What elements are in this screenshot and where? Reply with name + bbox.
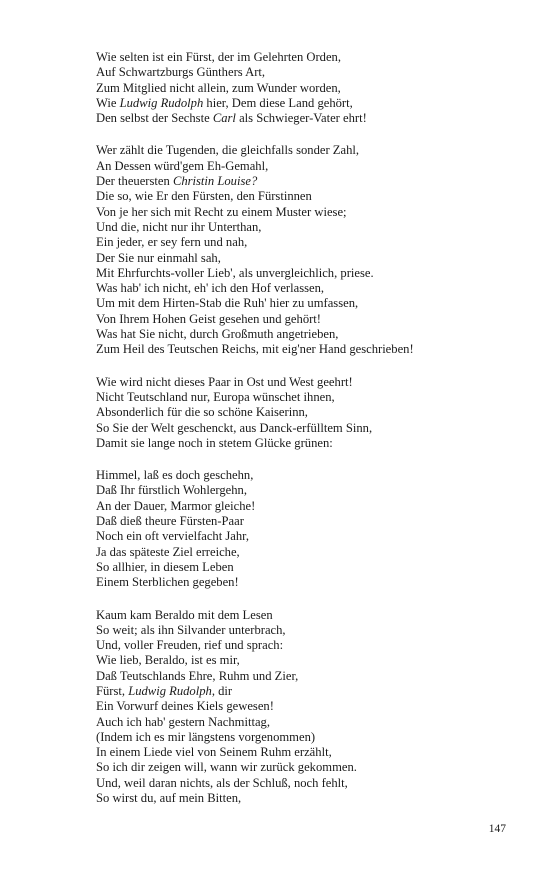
line-segment: Die so, wie Er den Fürsten, den Fürstinnen	[96, 189, 312, 204]
poem-line	[96, 81, 516, 96]
line-segment: Damit sie lange noch in stetem Glücke grünen:	[96, 435, 333, 450]
poem-line	[96, 684, 516, 699]
line-segment: An Dessen würd'gem Eh-Gemahl,	[96, 158, 269, 173]
poem-line	[96, 375, 516, 390]
line-segment: Noch ein oft vervielfacht Jahr,	[96, 529, 250, 544]
line-segment: So Sie der Welt geschenckt, aus Danck-erfülltem Sinn,	[96, 420, 373, 435]
poem-line	[96, 669, 516, 684]
line-segment: Daß Ihr fürstlich Wohlergehn,	[96, 483, 248, 498]
poem-line	[96, 65, 516, 80]
poem-line	[96, 483, 516, 498]
line-segment: Ein Vorwurf deines Kiels gewesen!	[96, 699, 274, 714]
line-segment: Wie	[96, 95, 120, 110]
line-segment: Auch ich hab' gestern Nachmittag,	[96, 714, 270, 729]
poem-line	[96, 342, 516, 357]
stanza	[96, 468, 516, 590]
line-segment: Mit Ehrfurchts-voller Lieb', als unvergleichlich, priese.	[96, 265, 374, 280]
poem-line	[96, 776, 516, 791]
line-segment: Einem Sterblichen gegeben!	[96, 575, 239, 590]
line-segment: Zum Mitglied nicht allein, zum Wunder worden,	[96, 80, 341, 95]
line-segment: So wirst du, auf mein Bitten,	[96, 791, 242, 806]
poem-line	[96, 638, 516, 653]
line-segment: Von je her sich mit Recht zu einem Muster wiese;	[96, 204, 347, 219]
poem-line	[96, 499, 516, 514]
poem-line	[96, 730, 516, 745]
poem-line	[96, 608, 516, 623]
poem-line	[96, 327, 516, 342]
italic-name: Ludwig Rudolph	[119, 95, 204, 110]
stanza	[96, 608, 516, 807]
poem-line	[96, 111, 516, 126]
line-segment: An der Dauer, Marmor gleiche!	[96, 498, 256, 513]
line-segment: Ja das späteste Ziel erreiche,	[96, 544, 240, 559]
poem-line	[96, 96, 516, 111]
italic-name: Carl	[212, 111, 236, 126]
line-segment: (Indem ich es mir längstens vorgenommen)	[96, 729, 316, 744]
poem-line	[96, 436, 516, 451]
line-segment: Und, voller Freuden, rief und sprach:	[96, 638, 284, 653]
italic-name: Christin Louise?	[172, 174, 258, 189]
poem-line	[96, 405, 516, 420]
line-segment: Daß dieß theure Fürsten-Paar	[96, 514, 244, 529]
line-segment: Von Ihrem Hohen Geist gesehen und gehört!	[96, 311, 322, 326]
poem-line	[96, 514, 516, 529]
poem-line	[96, 312, 516, 327]
poem-line	[96, 560, 516, 575]
poem-line	[96, 251, 516, 266]
line-segment: Nicht Teutschland nur, Europa wünschet ihnen,	[96, 389, 335, 404]
poem-line	[96, 174, 516, 189]
line-segment: So weit; als ihn Silvander unterbrach,	[96, 622, 286, 637]
line-segment: Was hab' ich nicht, eh' ich den Hof verlassen,	[96, 281, 325, 296]
line-segment: In einem Liede viel von Seinem Ruhm erzählt,	[96, 745, 332, 760]
line-segment: Der theuersten	[96, 174, 173, 189]
poem-line	[96, 296, 516, 311]
line-segment: Und die, nicht nur ihr Unterthan,	[96, 219, 262, 234]
poem-line	[96, 421, 516, 436]
line-segment: Wie selten ist ein Fürst, der im Gelehrten Orden,	[96, 50, 342, 64]
poem-line	[96, 143, 516, 158]
line-segment: Ein jeder, er sey fern und nah,	[96, 235, 248, 250]
poem-line	[96, 189, 516, 204]
poem-line	[96, 575, 516, 590]
line-segment: als Schwieger-Vater ehrt!	[235, 111, 367, 126]
poem-line	[96, 545, 516, 560]
line-segment: , dir	[211, 683, 233, 698]
line-segment: So ich dir zeigen will, wann wir zurück gekommen.	[96, 760, 357, 775]
line-segment: Der Sie nur einmahl sah,	[96, 250, 221, 265]
line-segment: Um mit dem Hirten-Stab die Ruh' hier zu umfassen,	[96, 296, 359, 311]
stanza	[96, 375, 516, 451]
line-segment: Wie lieb, Beraldo, ist es mir,	[96, 653, 240, 668]
poem-line	[96, 281, 516, 296]
line-segment: Daß Teutschlands Ehre, Ruhm und Zier,	[96, 668, 299, 683]
poem-line	[96, 623, 516, 638]
page-number: 147	[488, 823, 506, 835]
line-segment: Den selbst der Sechste	[96, 111, 213, 126]
line-segment: Und, weil daran nichts, als der Schluß, noch fehlt,	[96, 775, 348, 790]
poem-line	[96, 715, 516, 730]
line-segment: Fürst,	[96, 683, 129, 698]
line-segment: So allhier, in diesem Leben	[96, 559, 234, 574]
poem-line	[96, 653, 516, 668]
poem-line	[96, 529, 516, 544]
poem-line	[96, 220, 516, 235]
line-segment: Auf Schwartzburgs Günthers Art,	[96, 65, 266, 80]
line-segment: Zum Heil des Teutschen Reichs, mit eig'ner Hand geschrieben!	[96, 342, 414, 357]
line-segment: Wie wird nicht dieses Paar in Ost und West geehrt!	[96, 374, 353, 389]
line-segment: Wer zählt die Tugenden, die gleichfalls sonder Zahl,	[96, 143, 360, 158]
line-segment: Himmel, laß es doch geschehn,	[96, 468, 254, 483]
poem-line	[96, 468, 516, 483]
poem-line	[96, 390, 516, 405]
poem-line	[96, 50, 516, 65]
poem-line	[96, 745, 516, 760]
line-segment: Absonderlich für die so schöne Kaiserinn,	[96, 405, 308, 420]
line-segment: Kaum kam Beraldo mit dem Lesen	[96, 607, 273, 622]
poem-line	[96, 205, 516, 220]
poem-line	[96, 791, 516, 806]
poem-line	[96, 760, 516, 775]
poem-line	[96, 699, 516, 714]
italic-name: Ludwig Rudolph	[128, 683, 212, 698]
line-segment: hier, Dem diese Land gehört,	[203, 95, 353, 110]
poem-line	[96, 235, 516, 250]
line-segment: Was hat Sie nicht, durch Großmuth angetrieben,	[96, 327, 339, 342]
poem-text	[96, 50, 516, 823]
poem-line	[96, 159, 516, 174]
poem-line	[96, 266, 516, 281]
stanza	[96, 143, 516, 357]
stanza	[96, 50, 516, 126]
